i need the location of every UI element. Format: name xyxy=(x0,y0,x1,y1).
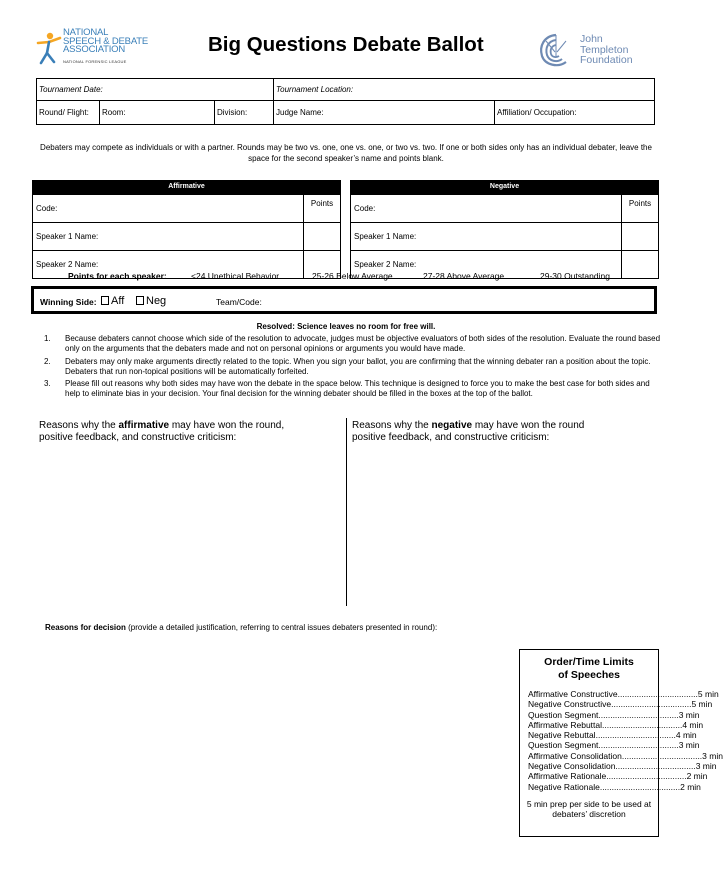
checkbox-icon xyxy=(136,296,144,305)
speech-item: Question Segment .................................. 3 min xyxy=(528,709,700,720)
tournament-location-field[interactable]: Tournament Location: xyxy=(274,79,655,101)
rule-item: 2. Debaters may only make arguments directly related to the topic. When you sign your ballot, you are confirming that the winning debater ran a position about the topic. Debaters that run non-topical positions will be automatically forfeited. xyxy=(44,356,651,376)
rules-list xyxy=(44,334,664,402)
templeton-logo xyxy=(534,32,654,72)
winning-side-box xyxy=(31,286,657,314)
nsda-subtitle: NATIONAL FORENSIC LEAGUE xyxy=(63,59,127,64)
negative-panel xyxy=(350,180,659,279)
aff-points-header: Points xyxy=(304,195,341,223)
checkbox-icon xyxy=(101,296,109,305)
speech-item: Negative Constructive .................................. 5 min xyxy=(528,699,713,710)
points-level-1: <24 Unethical Behavior xyxy=(191,271,280,281)
speech-item: Negative Rebuttal .................................. 4 min xyxy=(528,730,697,741)
neg-speaker1-points[interactable] xyxy=(622,223,659,251)
speech-item: Affirmative Rationale .................................. 2 min xyxy=(528,771,708,782)
points-scale-label: Points for each speaker: xyxy=(68,271,167,281)
decision-heading: Reasons for decision (provide a detailed justification, referring to central issues debaters presented in round): xyxy=(45,623,438,632)
shell-icon xyxy=(536,32,576,70)
aff-speaker1-field[interactable]: Speaker 1 Name: xyxy=(33,223,304,251)
aff-checkbox[interactable]: Aff xyxy=(101,295,124,307)
speech-item: Question Segment .................................. 3 min xyxy=(528,740,700,751)
neg-reasons-heading: Reasons why the negative may have won the round positive feedback, and constructive criticism: xyxy=(352,420,585,443)
aff-speaker2-field[interactable]: Speaker 2 Name: xyxy=(33,251,304,279)
decision-area[interactable] xyxy=(45,636,510,836)
room-field[interactable]: Room: xyxy=(100,101,215,125)
aff-speaker1-points[interactable] xyxy=(304,223,341,251)
affirmative-heading: Affirmative xyxy=(32,180,341,194)
speech-item: Negative Rationale .................................. 2 min xyxy=(528,781,701,792)
nsda-figure-icon xyxy=(36,32,62,66)
resolution: Resolved: Science leaves no room for free will. xyxy=(256,322,436,331)
intro-text: Debaters may compete as individuals or with a partner. Rounds may be two vs. one, one vs. one, or two vs. two. If one or both sides only has an individual debater, leave the space for the second speaker’s name and points blank. xyxy=(40,143,652,163)
division-field[interactable]: Division: xyxy=(215,101,274,125)
neg-speaker2-points[interactable] xyxy=(622,251,659,279)
judge-name-field[interactable]: Judge Name: xyxy=(274,101,495,125)
points-level-4: 29-30 Outstanding xyxy=(540,271,610,281)
nsda-logo xyxy=(36,28,148,70)
affirmative-panel xyxy=(32,180,341,279)
templeton-wordmark: John Templeton Foundation xyxy=(580,33,633,66)
page-title: Big Questions Debate Ballot xyxy=(208,33,484,56)
speech-item: Affirmative Consolidation .................................. 3 min xyxy=(528,750,723,761)
prep-note: 5 min prep per side to be used at debaters’ discretion xyxy=(526,798,652,820)
speech-item: Negative Consolidation .................................. 3 min xyxy=(528,761,717,772)
neg-speaker2-field[interactable]: Speaker 2 Name: xyxy=(351,251,622,279)
tournament-info-table xyxy=(36,78,655,125)
neg-code-field[interactable]: Code: xyxy=(351,195,622,223)
neg-points-header: Points xyxy=(622,195,659,223)
team-code-field[interactable]: Team/Code: xyxy=(216,297,262,307)
speech-item: Affirmative Constructive .................................. 5 min xyxy=(528,689,719,699)
rule-item: 3. Please fill out reasons why both sides may have won the debate in the space below. This technique is designed to force you to make the best case for both sides and help to eliminate bias in your decision. Your final decision for the winning debater should be filled in the boxes at the top of the ballot. xyxy=(44,379,650,399)
negative-heading: Negative xyxy=(350,180,659,194)
neg-speaker1-field[interactable]: Speaker 1 Name: xyxy=(351,223,622,251)
round-flight-field[interactable]: Round/ Flight: xyxy=(37,101,100,125)
order-title: Order/Time Limits of Speeches xyxy=(544,656,634,681)
rule-item: 1. Because debaters cannot choose which side of the resolution to advocate, judges must be objective evaluators of both sides of the resolution. Evaluate the round based only on the arguments that the debaters made and not on personal opinions or arguments you would have made. xyxy=(44,334,661,354)
points-level-3: 27-28 Above Average xyxy=(423,271,505,281)
aff-code-field[interactable]: Code: xyxy=(33,195,304,223)
aff-reasons-area[interactable] xyxy=(40,446,340,606)
winning-side-label: Winning Side: xyxy=(40,297,97,307)
tournament-date-field[interactable]: Tournament Date: xyxy=(37,79,274,101)
points-level-2: 25-26 Below Average xyxy=(312,271,393,281)
speech-item: Affirmative Rebuttal .................................. 4 min xyxy=(528,719,704,730)
affiliation-field[interactable]: Affiliation/ Occupation: xyxy=(495,101,655,125)
nsda-wordmark: NATIONAL SPEECH & DEBATE ASSOCIATION xyxy=(63,27,148,55)
aff-reasons-heading: Reasons why the affirmative may have won the round, positive feedback, and constructive criticism: xyxy=(39,420,285,443)
order-time-limits-box xyxy=(519,649,723,837)
neg-checkbox[interactable]: Neg xyxy=(136,295,166,307)
reasons-divider xyxy=(346,418,347,606)
neg-reasons-area[interactable] xyxy=(352,446,652,606)
